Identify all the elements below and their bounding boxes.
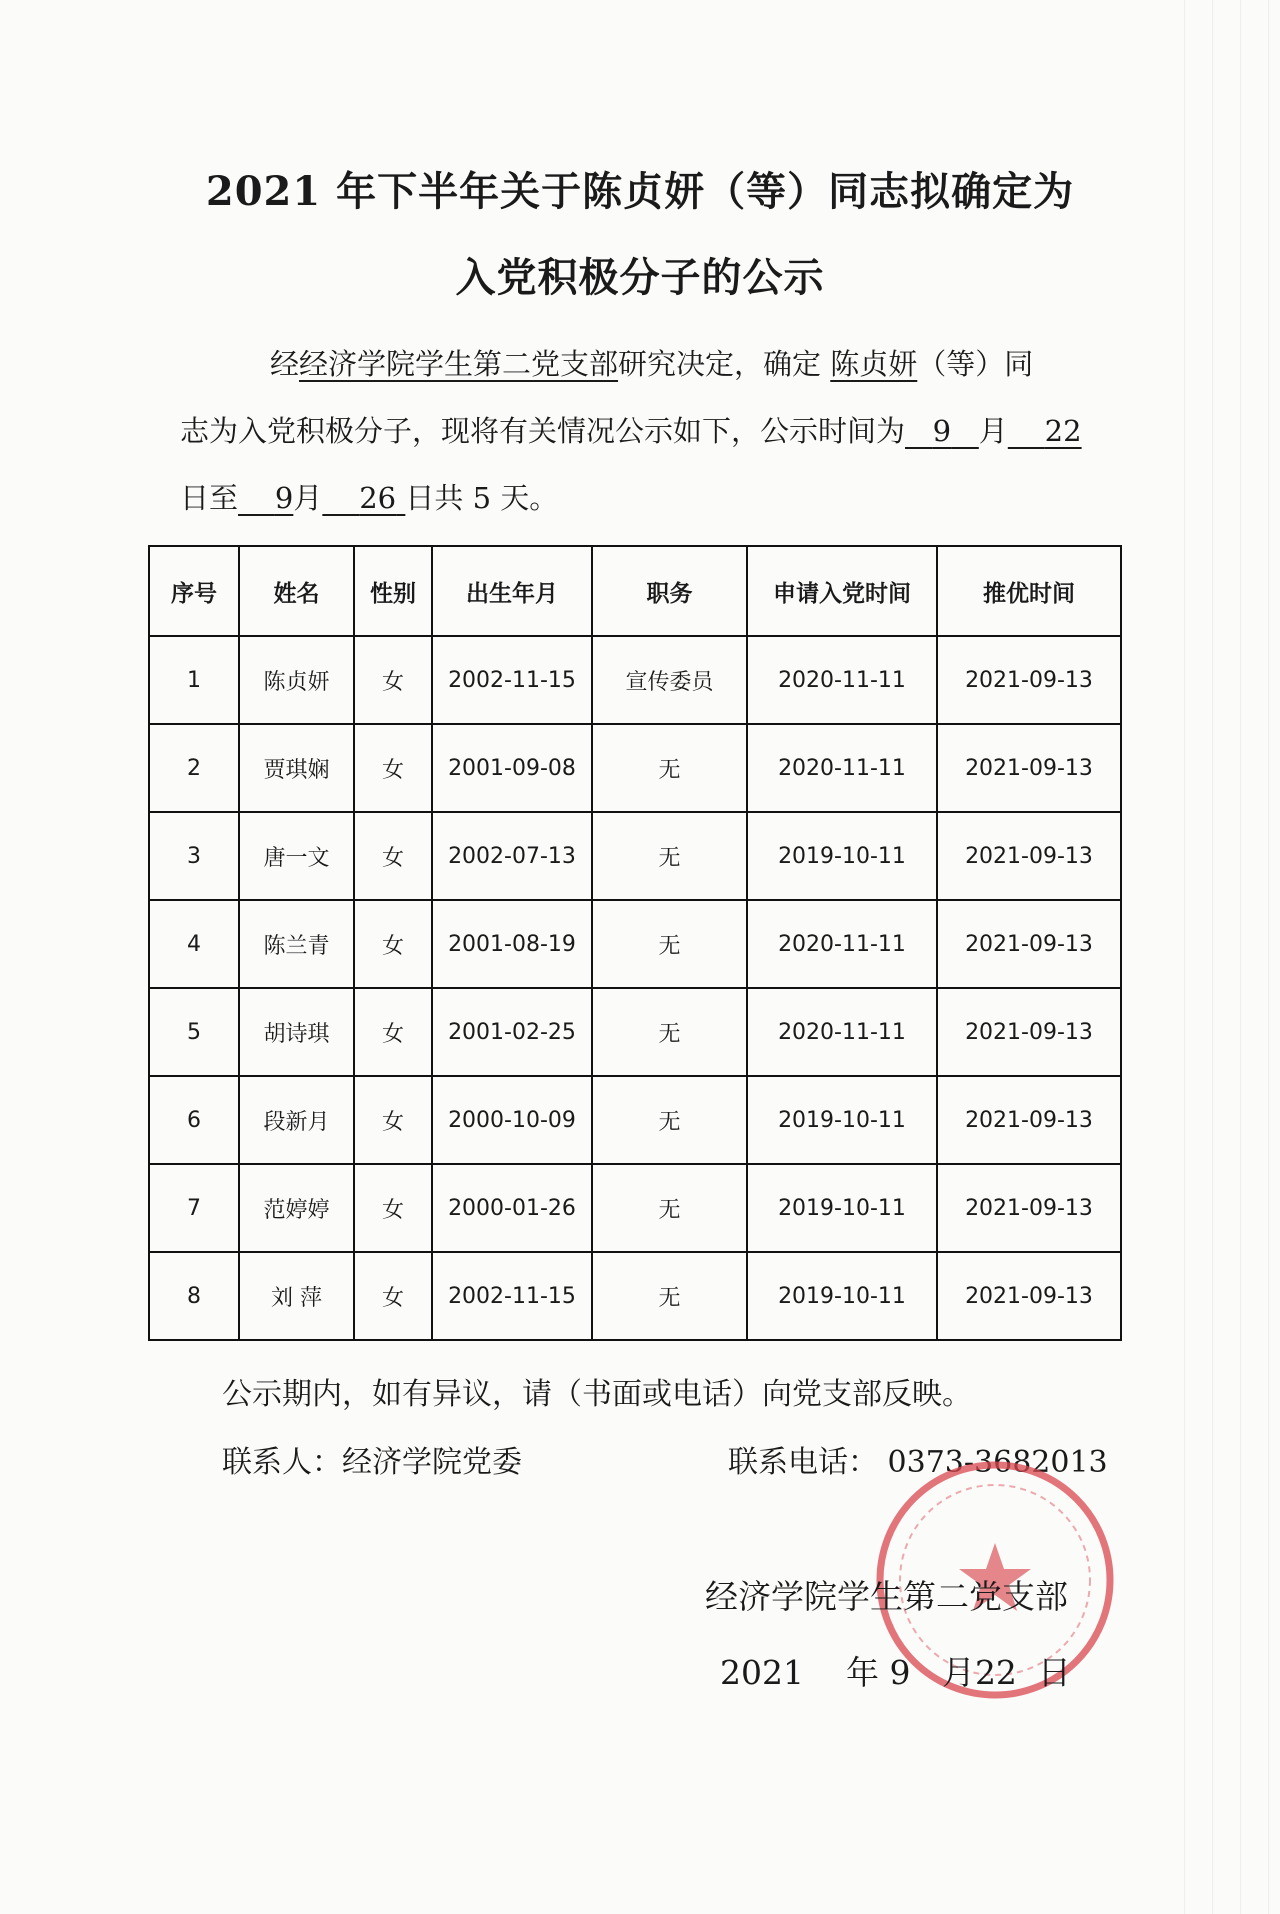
table-cell: 女 [354, 988, 432, 1076]
table-cell: 2001-08-19 [432, 900, 592, 988]
table-cell: 5 [149, 988, 239, 1076]
table-cell: 2021-09-13 [937, 724, 1121, 812]
title-line-1: 2021 年下半年关于陈贞妍（等）同志拟确定为 [205, 168, 1075, 215]
table-cell: 陈兰青 [239, 900, 354, 988]
table-cell: 2020-11-11 [747, 636, 937, 724]
table-cell: 2021-09-13 [937, 812, 1121, 900]
table-row [149, 636, 1121, 724]
table-cell: 3 [149, 812, 239, 900]
table-cell: 无 [592, 1164, 747, 1252]
table-cell: 2021-09-13 [937, 900, 1121, 988]
table-cell: 2019-10-11 [747, 812, 937, 900]
table-row [149, 900, 1121, 988]
table-cell: 2021-09-13 [937, 636, 1121, 724]
intro-line-3: 日至 9月 26 日共 5 天。 [180, 481, 559, 515]
table-cell: 女 [354, 812, 432, 900]
table-cell: 2002-11-15 [432, 636, 592, 724]
candidates-table [148, 545, 1122, 1341]
table-cell: 2020-11-11 [747, 988, 937, 1076]
table-cell: 8 [149, 1252, 239, 1340]
table-cell: 无 [592, 988, 747, 1076]
table-cell: 无 [592, 812, 747, 900]
table-cell: 2021-09-13 [937, 1164, 1121, 1252]
table-cell: 2021-09-13 [937, 1076, 1121, 1164]
table-row [149, 1252, 1121, 1340]
table-row [149, 988, 1121, 1076]
table-cell: 2019-10-11 [747, 1252, 937, 1340]
table-cell: 2019-10-11 [747, 1076, 937, 1164]
table-cell: 女 [354, 1252, 432, 1340]
table-cell: 2000-01-26 [432, 1164, 592, 1252]
table-cell: 唐一文 [239, 812, 354, 900]
phone-number: 0373-3682013 [887, 1445, 1108, 1480]
contact-person: 联系人：经济学院党委 [222, 1445, 522, 1480]
signing-date: 2021 年 9 月22 日 [720, 1653, 1071, 1692]
intro-line-1: 经经济学院学生第二党支部研究决定，确定 陈贞妍（等）同 [270, 347, 1034, 381]
table-cell: 无 [592, 1252, 747, 1340]
table-cell: 2001-02-25 [432, 988, 592, 1076]
table-cell: 宣传委员 [592, 636, 747, 724]
table-cell: 女 [354, 1164, 432, 1252]
column-header: 姓名 [239, 546, 354, 636]
table-cell: 贾琪娴 [239, 724, 354, 812]
table-cell: 2019-10-11 [747, 1164, 937, 1252]
table-cell: 女 [354, 900, 432, 988]
title-line-2: 入党积极分子的公示 [455, 254, 825, 301]
table-cell: 段新月 [239, 1076, 354, 1164]
table-cell: 胡诗琪 [239, 988, 354, 1076]
column-header: 申请入党时间 [747, 546, 937, 636]
table-cell: 刘 萍 [239, 1252, 354, 1340]
table-cell: 2001-09-08 [432, 724, 592, 812]
column-header: 推优时间 [937, 546, 1121, 636]
table-cell: 无 [592, 724, 747, 812]
contact-phone: 联系电话： 0373-3682013 [728, 1445, 1108, 1480]
table-row [149, 1076, 1121, 1164]
table-cell: 无 [592, 900, 747, 988]
intro-line-2: 志为入党积极分子，现将有关情况公示如下，公示时间为 9 月 22 [180, 414, 1082, 448]
table-cell: 6 [149, 1076, 239, 1164]
table-cell: 2021-09-13 [937, 988, 1121, 1076]
branch-name: 经济学院学生第二党支部 [299, 347, 619, 381]
table-cell: 女 [354, 1076, 432, 1164]
table-cell: 无 [592, 1076, 747, 1164]
signing-organization: 经济学院学生第二党支部 [705, 1577, 1068, 1616]
table-cell: 1 [149, 636, 239, 724]
column-header: 出生年月 [432, 546, 592, 636]
table-row [149, 812, 1121, 900]
table-cell: 陈贞妍 [239, 636, 354, 724]
objection-notice: 公示期内，如有异议，请（书面或电话）向党支部反映。 [222, 1377, 972, 1412]
table-cell: 2002-11-15 [432, 1252, 592, 1340]
table-cell: 2020-11-11 [747, 724, 937, 812]
table-header-row [149, 546, 1121, 636]
table-cell: 2 [149, 724, 239, 812]
table-cell: 女 [354, 636, 432, 724]
table-cell: 7 [149, 1164, 239, 1252]
table-cell: 2002-07-13 [432, 812, 592, 900]
table-cell: 2020-11-11 [747, 900, 937, 988]
table-row [149, 724, 1121, 812]
column-header: 职务 [592, 546, 747, 636]
table-cell: 女 [354, 724, 432, 812]
candidate-name: 陈贞妍 [830, 347, 918, 381]
table-cell: 4 [149, 900, 239, 988]
column-header: 序号 [149, 546, 239, 636]
table-cell: 范婷婷 [239, 1164, 354, 1252]
table-cell: 2000-10-09 [432, 1076, 592, 1164]
table-cell: 2021-09-13 [937, 1252, 1121, 1340]
table-row [149, 1164, 1121, 1252]
column-header: 性别 [354, 546, 432, 636]
